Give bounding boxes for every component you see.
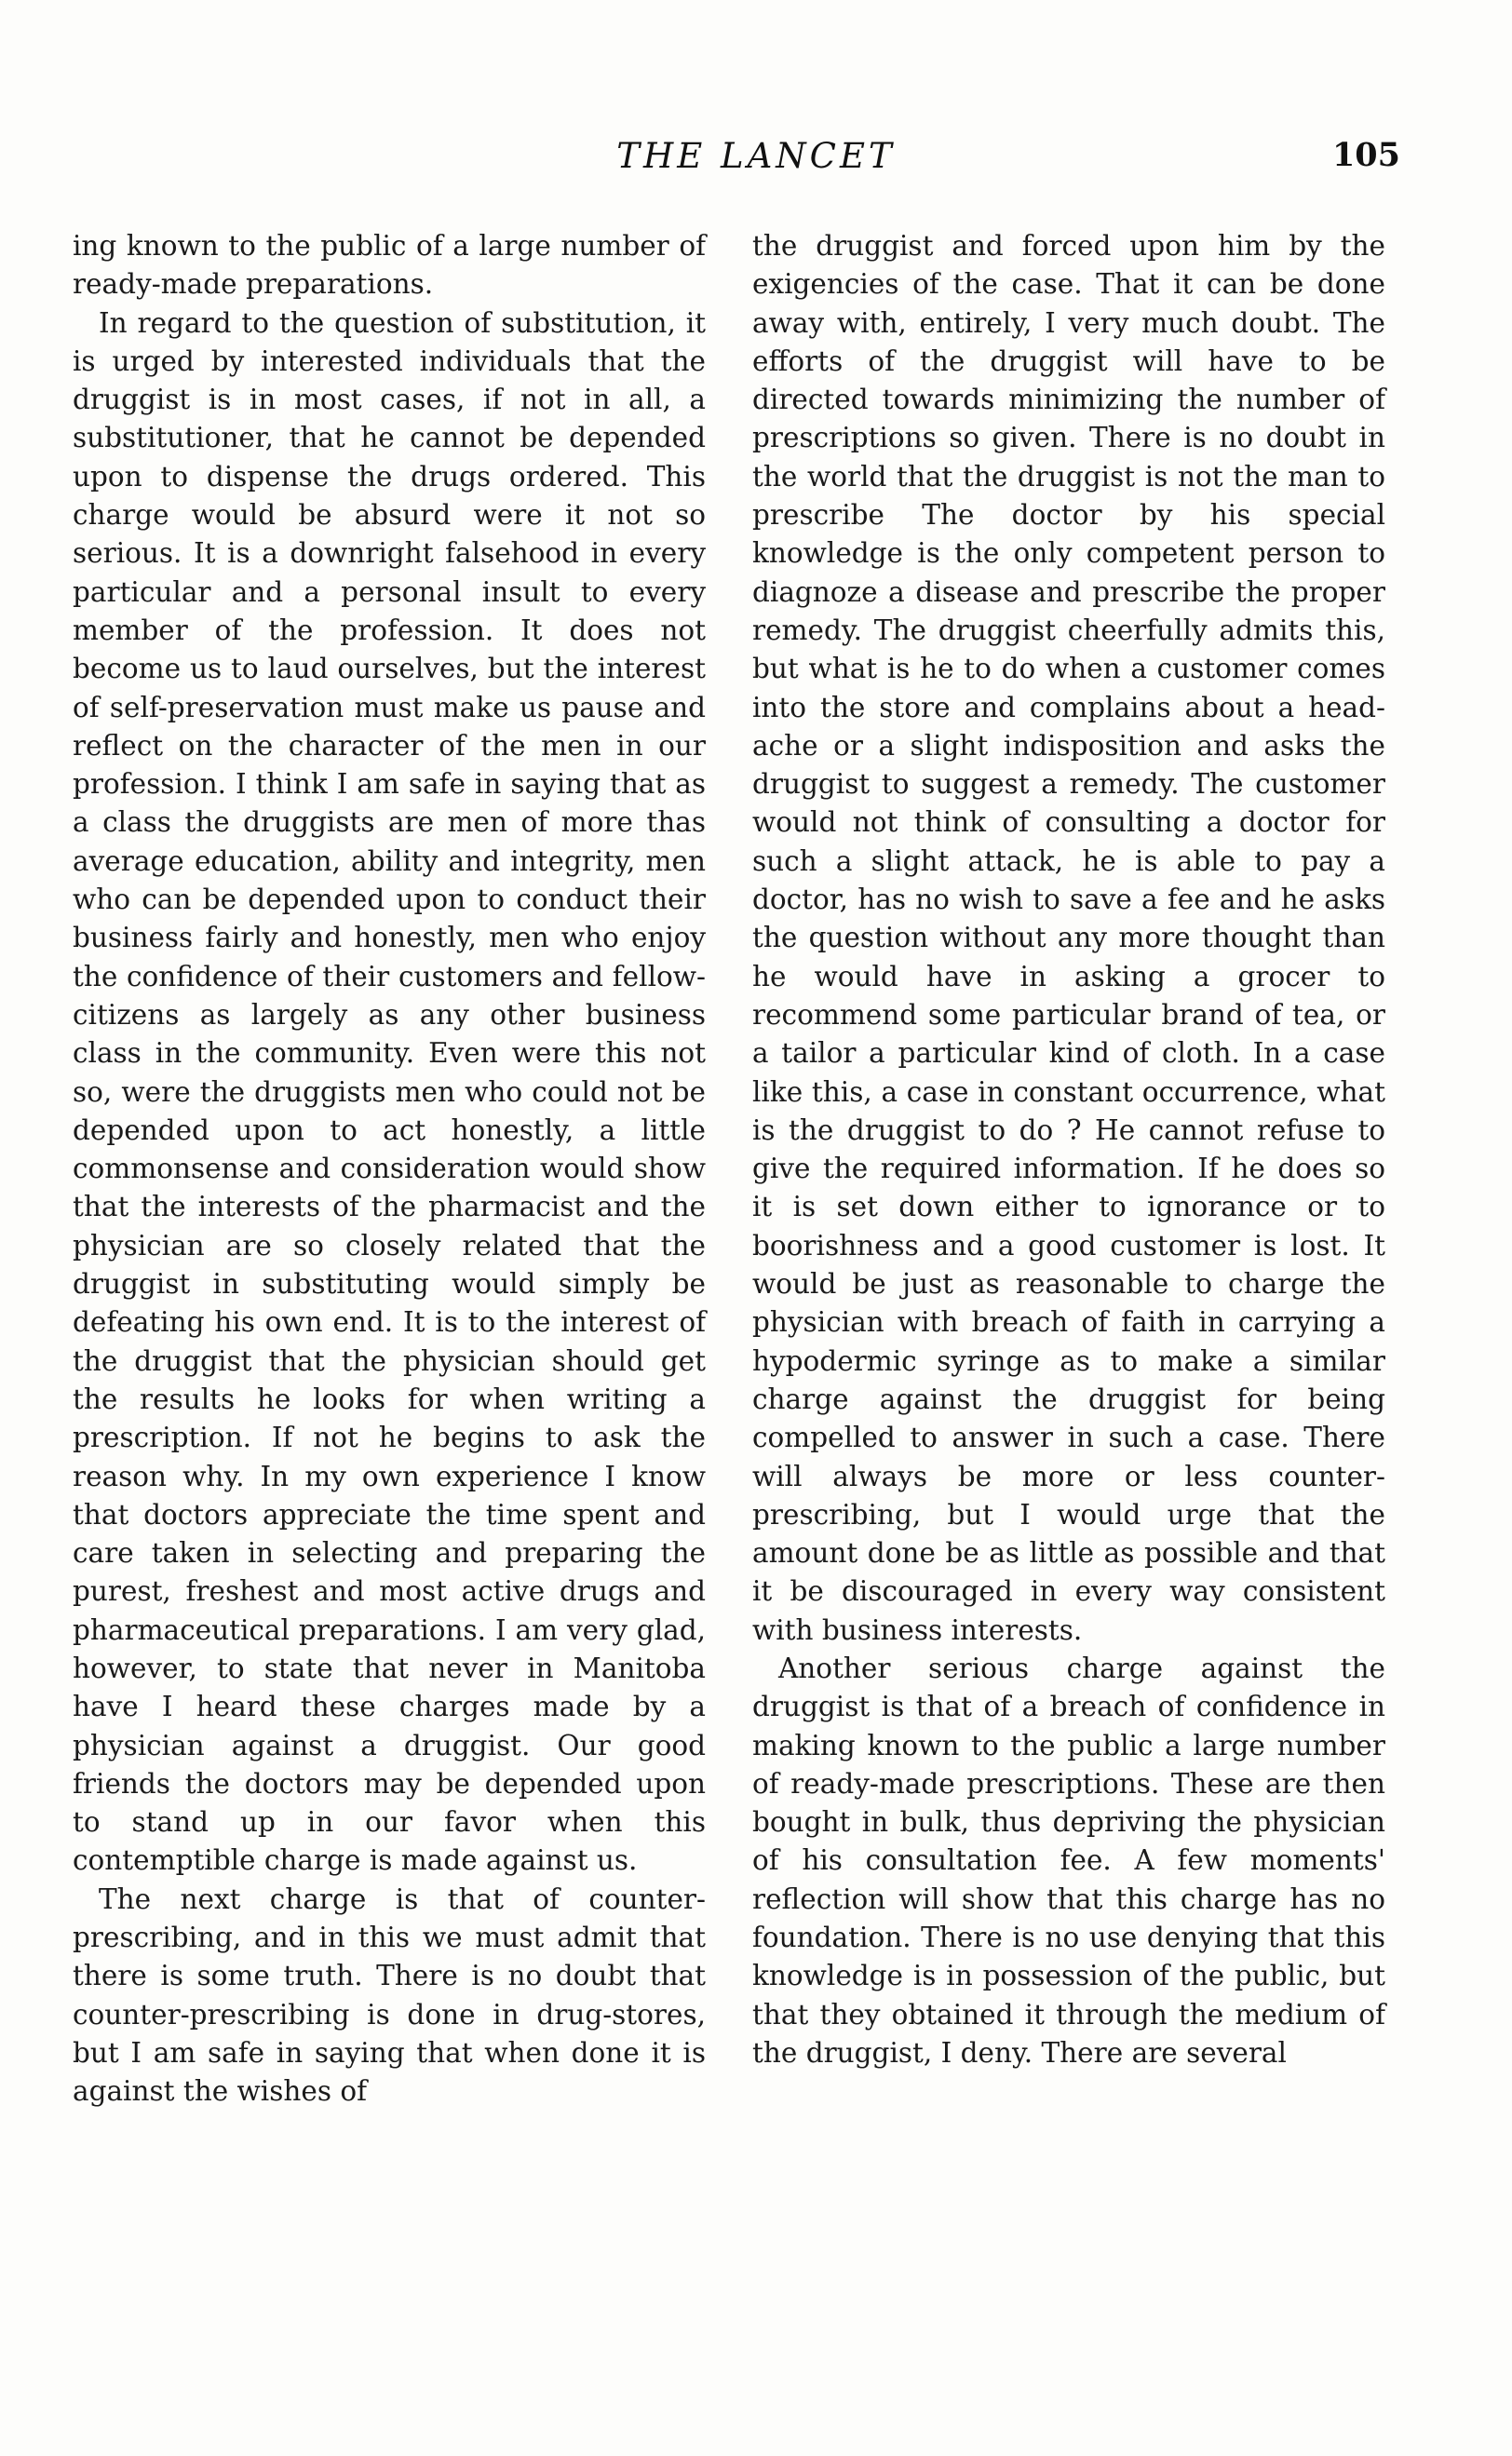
paragraph: The next charge is that of counter-prescribing, and in this we must admit that there is some truth. There is no doubt that counter-prescribing is done in drug-stores, but I am safe in saying that when done it is against the wishes of xyxy=(73,1882,706,2108)
paragraph: the druggist and forced upon him by the exigencies of the case. That it can be done away with, entirely, I very much doubt. The efforts of the druggist will have to be directed towards minimizing the number of prescriptions so given. There is no doubt in the world that the druggist is not the man to prescribe The doctor by his special knowledge is the only competent person to diagnoze a disease and prescribe the proper remedy. The druggist cheerfully admits this, but what is he to do when a customer comes into the store and complains about a head-ache or a slight indisposition and asks the druggist to suggest a remedy. The customer would not think of consulting a doctor for such a slight attack, he is able to pay a doctor, has no wish to save a fee and he asks the question without any more thought than he would have in asking a grocer to recommend some particular brand of tea, or a tailor a particular kind of cloth. In a case like this, a case in constant occurrence, what is the druggist to do ? He cannot refuse to give the required information. If he does so it is set down either to ignorance or to boorishness and a good customer is lost. It would be just as reasonable to charge the physician with breach of faith in carrying a hypodermic syringe as to make a similar charge against the druggist for being compelled to answer in such a case. There will always be more or less counter-prescribing, but I would urge that the amount done be as little as possible and that it be discouraged in every way consistent with business interests. xyxy=(752,230,1385,1646)
running-title: THE LANCET xyxy=(616,136,896,176)
paragraph: ing known to the public of a large number of ready-made preparations. xyxy=(73,230,706,301)
page-header xyxy=(0,136,1512,192)
page-number: 105 xyxy=(1331,136,1400,174)
left-column xyxy=(73,227,706,2112)
right-column xyxy=(752,227,1385,2072)
paragraph: Another serious charge against the druggist is that of a breach of confidence in making known to the public a large number of ready-made prescriptions. These are then bought in bulk, thus depriving the physician of his consultation fee. A few moments' reflection will show that this charge has no foundation. There is no use denying that this knowledge is in possession of the public, but that they obtained it through the medium of the druggist, I deny. There are several xyxy=(752,1652,1385,2069)
paragraph: In regard to the question of substitution, it is urged by interested individuals that the druggist is in most cases, if not in all, a substitutioner, that he cannot be depended upon to dispense the drugs ordered. This charge would be absurd were it not so serious. It is a downright falsehood in every particular and a personal insult to every member of the profession. It does not become us to laud ourselves, but the interest of self-preservation must make us pause and reflect on the character of the men in our profession. I think I am safe in saying that as a class the druggists are men of more thas average education, ability and integrity, men who can be depended upon to conduct their business fairly and honestly, men who enjoy the confidence of their customers and fellow-citizens as largely as any other business class in the community. Even were this not so, were the druggists men who could not be depended upon to act honestly, a little commonsense and consideration would show that the interests of the pharmacist and the physician are so closely related that the druggist in substituting would simply be defeating his own end. It is to the interest of the druggist that the physician should get the results he looks for when writing a prescription. If not he begins to ask the reason why. In my own experience I know that doctors appreciate the time spent and care taken in selecting and preparing the purest, freshest and most active drugs and pharmaceutical preparations. I am very glad, however, to state that never in Manitoba have I heard these charges made by a physician against a druggist. Our good friends the doctors may be depended upon to stand up in our favor when this contemptible charge is made against us. xyxy=(73,306,706,1877)
